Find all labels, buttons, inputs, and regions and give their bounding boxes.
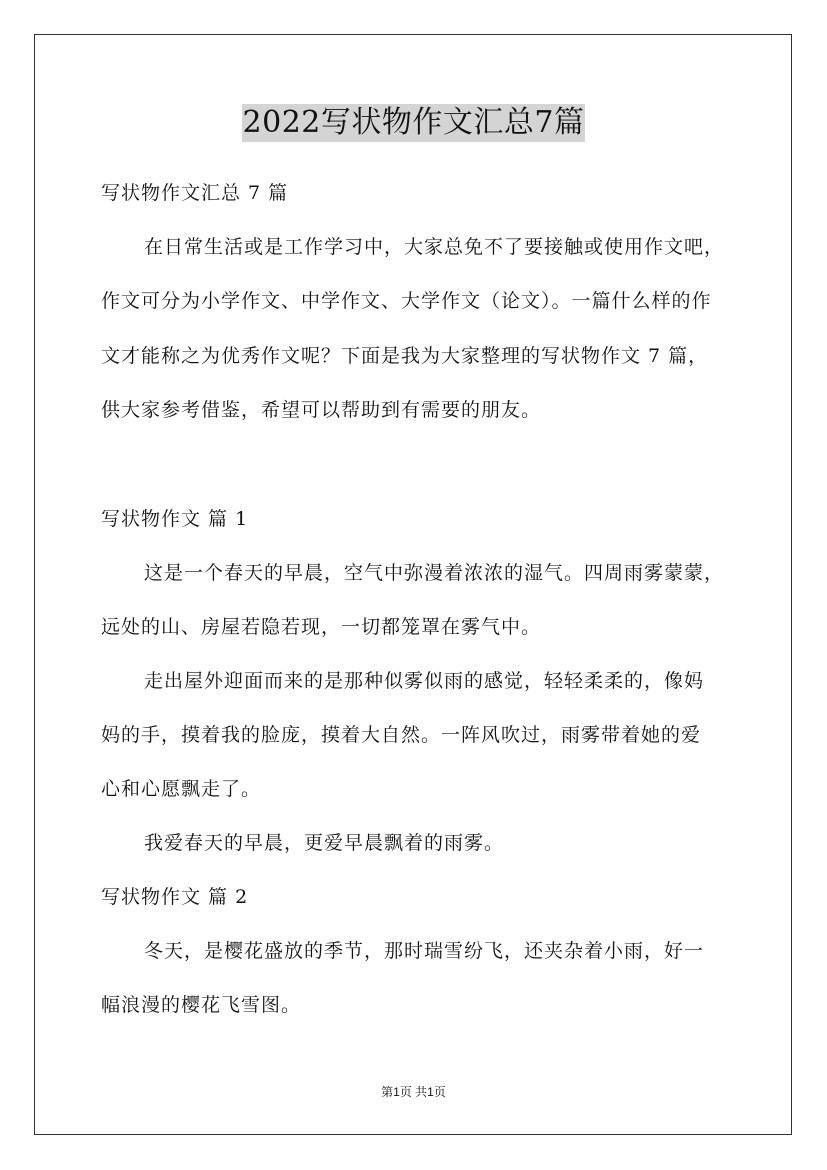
paragraph-line: 这是一个春天的早晨，空气中弥漫着浓浓的湿气。四周雨雾蒙蒙， (144, 562, 725, 584)
document-title-text: 2022写状物作文汇总7篇 (242, 105, 585, 140)
paragraph-line: 心和心愿飘走了。 (101, 778, 262, 800)
section-heading-2: 写状物作文 篇 2 (101, 886, 249, 908)
document-title (0, 104, 827, 142)
paragraph-line: 我爱春天的早晨，更爱早晨飘着的雨雾。 (144, 832, 505, 854)
intro-line: 作文可分为小学作文、中学作文、大学作文（论文）。一篇什么样的作 (101, 290, 712, 312)
intro-line: 在日常生活或是工作学习中，大家总免不了要接触或使用作文吧， (144, 236, 725, 258)
paragraph-line: 走出屋外迎面而来的是那种似雾似雨的感觉，轻轻柔柔的，像妈 (144, 670, 705, 692)
paragraph-line: 远处的山、房屋若隐若现，一切都笼罩在雾气中。 (101, 616, 542, 638)
page-footer: 第1页 共1页 (381, 1085, 446, 1099)
intro-line: 供大家参考借鉴，希望可以帮助到有需要的朋友。 (101, 399, 542, 421)
subtitle: 写状物作文汇总 7 篇 (101, 182, 289, 204)
intro-line: 文才能称之为优秀作文呢？下面是我为大家整理的写状物作文 7 篇， (101, 345, 709, 367)
paragraph-line: 妈的手，摸着我的脸庞，摸着大自然。一阵风吹过，雨雾带着她的爱 (101, 724, 702, 746)
section-heading-1: 写状物作文 篇 1 (101, 508, 249, 530)
paragraph-line: 冬天，是樱花盛放的季节，那时瑞雪纷飞，还夹杂着小雨，好一 (144, 940, 705, 962)
paragraph-line: 幅浪漫的樱花飞雪图。 (101, 994, 302, 1016)
